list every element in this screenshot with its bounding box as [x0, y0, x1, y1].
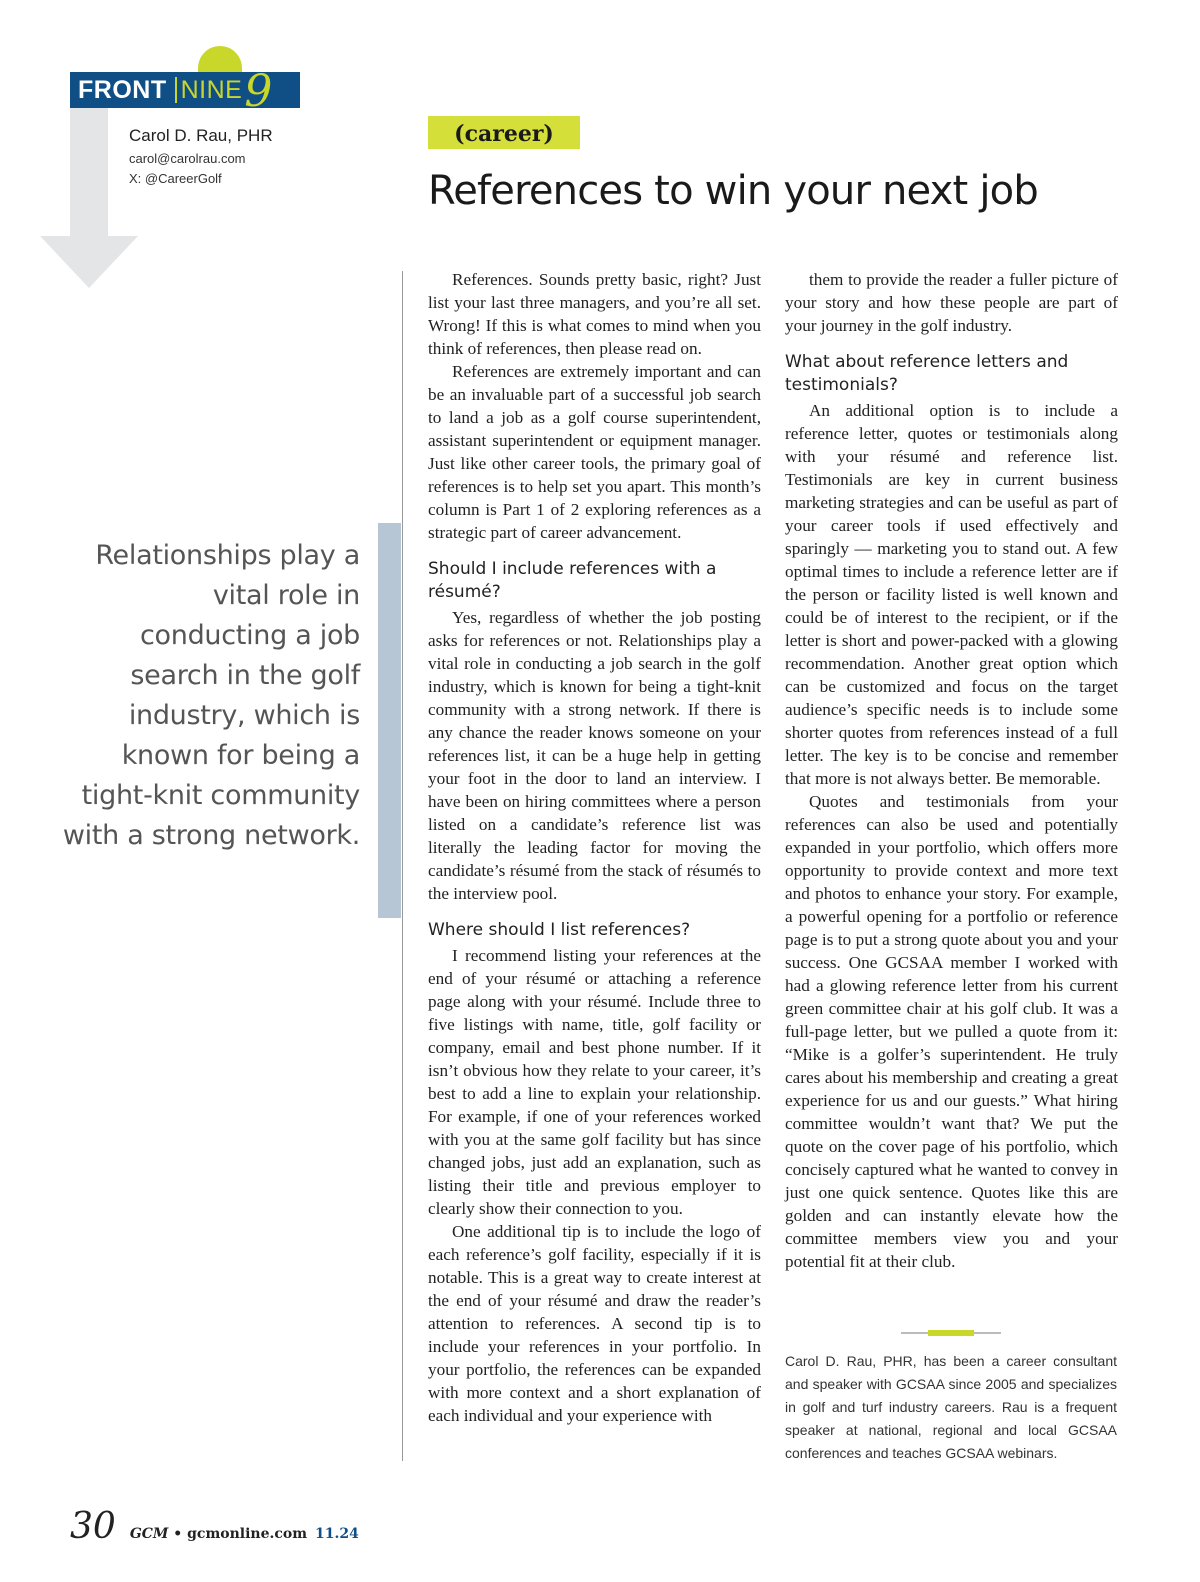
author-block: [129, 126, 273, 189]
page-number: 30: [70, 1506, 116, 1547]
author-name: Carol D. Rau, PHR: [129, 126, 273, 145]
section-tag: (career): [428, 116, 580, 149]
subheading: Should I include references with a résumé?: [428, 559, 717, 602]
paragraph: One additional tip is to include the logo of each reference’s golf facility, especially if it is notable. This is a great way to create interest at the end of your résumé and draw the reader’s attention to references. A second tip is to include your references in your portfolio. In your portfolio, the references can be expanded with more context and a short explanation of each individual and your experience with: [428, 1222, 761, 1425]
down-arrow-shaft: [70, 108, 108, 236]
publication-credit: GCM • gcmonline.com: [129, 1526, 308, 1542]
logo-nine-text: NINE: [180, 75, 243, 104]
subheading: Where should I list references?: [428, 920, 691, 940]
author-bio: Carol D. Rau, PHR, has been a career consultant and speaker with GCSAA since 2005 and specializes in golf and turf industry careers. Rau is a frequent speaker at national, regional and local GCSAA conferences and teaches GCSAA webinars.: [785, 1353, 1117, 1461]
pull-quote: Relationships play a vital role in conducting a job search in the golf industry, which is known for being a tight-knit community with a strong network.: [62, 540, 360, 851]
article-column-2: [785, 268, 1118, 1273]
author-social: X: @CareerGolf: [129, 171, 222, 186]
page-footer: [70, 1506, 359, 1547]
issue-date: 11.24: [315, 1526, 359, 1542]
logo-numeral: 9: [244, 66, 273, 117]
publication-website: gcmonline.com: [187, 1526, 308, 1542]
pull-quote-bar: [378, 523, 401, 918]
paragraph: An additional option is to include a reference letter, quotes or testimonials along with your résumé and reference list. Testimonials are key in current business marketing strategies and can be useful as part of your career tools if used effectively and sparingly — marketing you to stand out. A few optimal times to include a reference letter are if the person or facility listed is well known and could be of interest to the recipient, or if the letter is short and power-packed with a glowing recommendation. Another great option which can be customized and focus on the target audience’s specific needs is to include some shorter quotes from references instead of a full letter. The key is to be concise and remember that more is not always better. Be memorable.: [785, 401, 1118, 788]
publication-name: GCM: [129, 1526, 169, 1542]
logo-front-text: FRONT: [78, 75, 167, 104]
paragraph: I recommend listing your references at the end of your résumé or attaching a reference page along with your résumé. Include three to five listings with name, title, golf facility or company, email and best phone number. If it isn’t obvious how they relate to your career, it’s best to add a line to explain your relationship. For example, if one of your references worked with you at the same golf facility but has since changed jobs, just add an explanation, such as listing their title and previous employer to clearly show their connection to you.: [428, 946, 761, 1218]
article-column-1: [428, 268, 761, 1427]
paragraph: Yes, regardless of whether the job posting asks for references or not. Relationships play a vital role in conducting a job search in the golf industry, which is known for being a tight-knit community with a strong network. If there is any chance the reader knows someone on your references list, it can be a huge help in getting your foot in the door to land an interview. I have been on hiring committees where a person listed on a candidate’s reference list was literally the leading factor for moving the candidate’s résumé from the stack of résumés to the interview pool.: [428, 608, 761, 903]
paragraph: them to provide the reader a fuller picture of your story and how these people are part of your journey in the golf industry.: [785, 270, 1118, 335]
author-email: carol@carolrau.com: [129, 151, 246, 166]
article-headline: References to win your next job: [428, 168, 1038, 214]
front-nine-logo: [70, 66, 300, 117]
paragraph: References. Sounds pretty basic, right? Just list your last three managers, and you’re all set. Wrong! If this is what comes to mind when you think of references, then please read on.: [428, 270, 761, 358]
bio-divider-accent: [928, 1330, 974, 1336]
down-arrow-icon: [40, 236, 138, 288]
paragraph: References are extremely important and can be an invaluable part of a successful job search to land a job as a golf course superintendent, assistant superintendent or equipment manager. Just like other career tools, the primary goal of references is to help set you apart. This month’s column is Part 1 of 2 exploring references as a strategic part of career advancement.: [428, 362, 761, 542]
subheading: What about reference letters and testimonials?: [785, 352, 1069, 395]
logo-separator: [175, 77, 177, 103]
column-rule: [402, 271, 403, 1461]
paragraph: Quotes and testimonials from your references can also be used and potentially expanded in your portfolio, which offers more opportunity to provide context and more text and photos to enhance your story. For example, a powerful opening for a portfolio or reference page is to put a strong quote about you and your success. One GCSAA member I worked with had a glowing reference letter from his current green committee chair at his golf club. It was a full-page letter, but we pulled a quote from it: “Mike is a golfer’s superintendent. He truly cares about his membership and creating a great experience for us and our guests.” What hiring committee wouldn’t want that? We put the quote on the cover page of his portfolio, which concisely captured what he wanted to convey in just one quick sentence. Quotes like this are golden and can instantly elevate how the committee members view you and your potential fit at their club.: [785, 792, 1118, 1271]
